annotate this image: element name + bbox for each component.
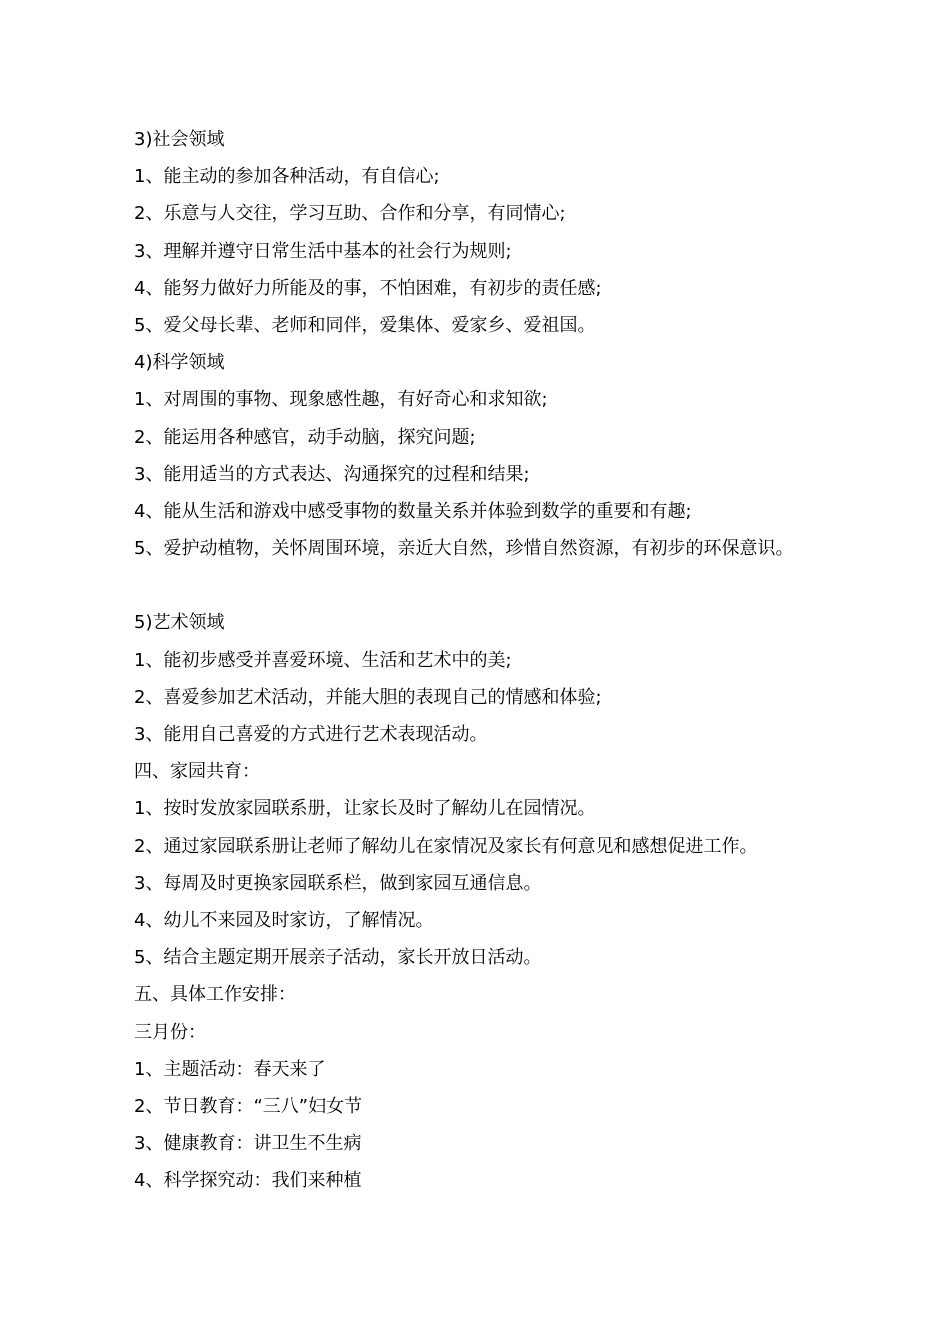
text-line: 2、喜爱参加艺术活动，并能大胆的表现自己的情感和体验; <box>134 686 602 708</box>
document-body <box>134 121 924 1199</box>
text-line: 5、结合主题定期开展亲子活动，家长开放日活动。 <box>134 947 542 969</box>
text-line: 1、按时发放家园联系册，让家长及时了解幼儿在园情况。 <box>134 798 596 820</box>
text-line: 4、能从生活和游戏中感受事物的数量关系并体验到数学的重要和有趣; <box>134 500 692 522</box>
section-heading-art: 5)艺术领域 <box>134 612 225 634</box>
text-line: 3、能用自己喜爱的方式进行艺术表现活动。 <box>134 724 488 745</box>
text-line: 4、能努力做好力所能及的事，不怕困难，有初步的责任感; <box>134 277 602 299</box>
text-line: 4、幼儿不来园及时家访，了解情况。 <box>134 909 434 931</box>
text-line: 4、科学探究动：我们来种植 <box>134 1170 362 1192</box>
section-heading-work-plan: 五、具体工作安排： <box>134 984 296 1006</box>
text-line: 1、对周围的事物、现象感性趣，有好奇心和求知欲; <box>134 389 548 411</box>
text-line: 3、理解并遵守日常生活中基本的社会行为规则; <box>134 240 512 262</box>
text-line: 5、爱父母长辈、老师和同伴，爱集体、爱家乡、爱祖国。 <box>134 314 596 336</box>
text-line: 1、能主动的参加各种活动，有自信心; <box>134 166 440 188</box>
text-line: 2、通过家园联系册让老师了解幼儿在家情况及家长有何意见和感想促进工作。 <box>134 835 758 857</box>
text-line: 3、每周及时更换家园联系栏，做到家园互通信息。 <box>134 872 542 894</box>
blank-line <box>134 567 924 604</box>
text-line: 1、能初步感受并喜爱环境、生活和艺术中的美; <box>134 649 512 671</box>
text-line: 2、节日教育：“三八”妇女节 <box>134 1095 363 1117</box>
section-heading-social: 3)社会领域 <box>134 129 225 150</box>
section-heading-science: 4)科学领域 <box>134 352 225 374</box>
text-line: 3、健康教育：讲卫生不生病 <box>134 1133 362 1155</box>
month-heading: 三月份： <box>134 1021 206 1043</box>
section-heading-home-school: 四、家园共育： <box>134 761 260 783</box>
text-line: 2、乐意与人交往，学习互助、合作和分享，有同情心; <box>134 203 566 225</box>
text-line: 2、能运用各种感官，动手动脑，探究问题; <box>134 426 476 448</box>
text-line: 5、爱护动植物，关怀周围环境，亲近大自然，珍惜自然资源，有初步的环保意识。 <box>134 538 794 560</box>
text-line: 1、主题活动：春天来了 <box>134 1058 326 1080</box>
text-line: 3、能用适当的方式表达、沟通探究的过程和结果; <box>134 463 530 485</box>
